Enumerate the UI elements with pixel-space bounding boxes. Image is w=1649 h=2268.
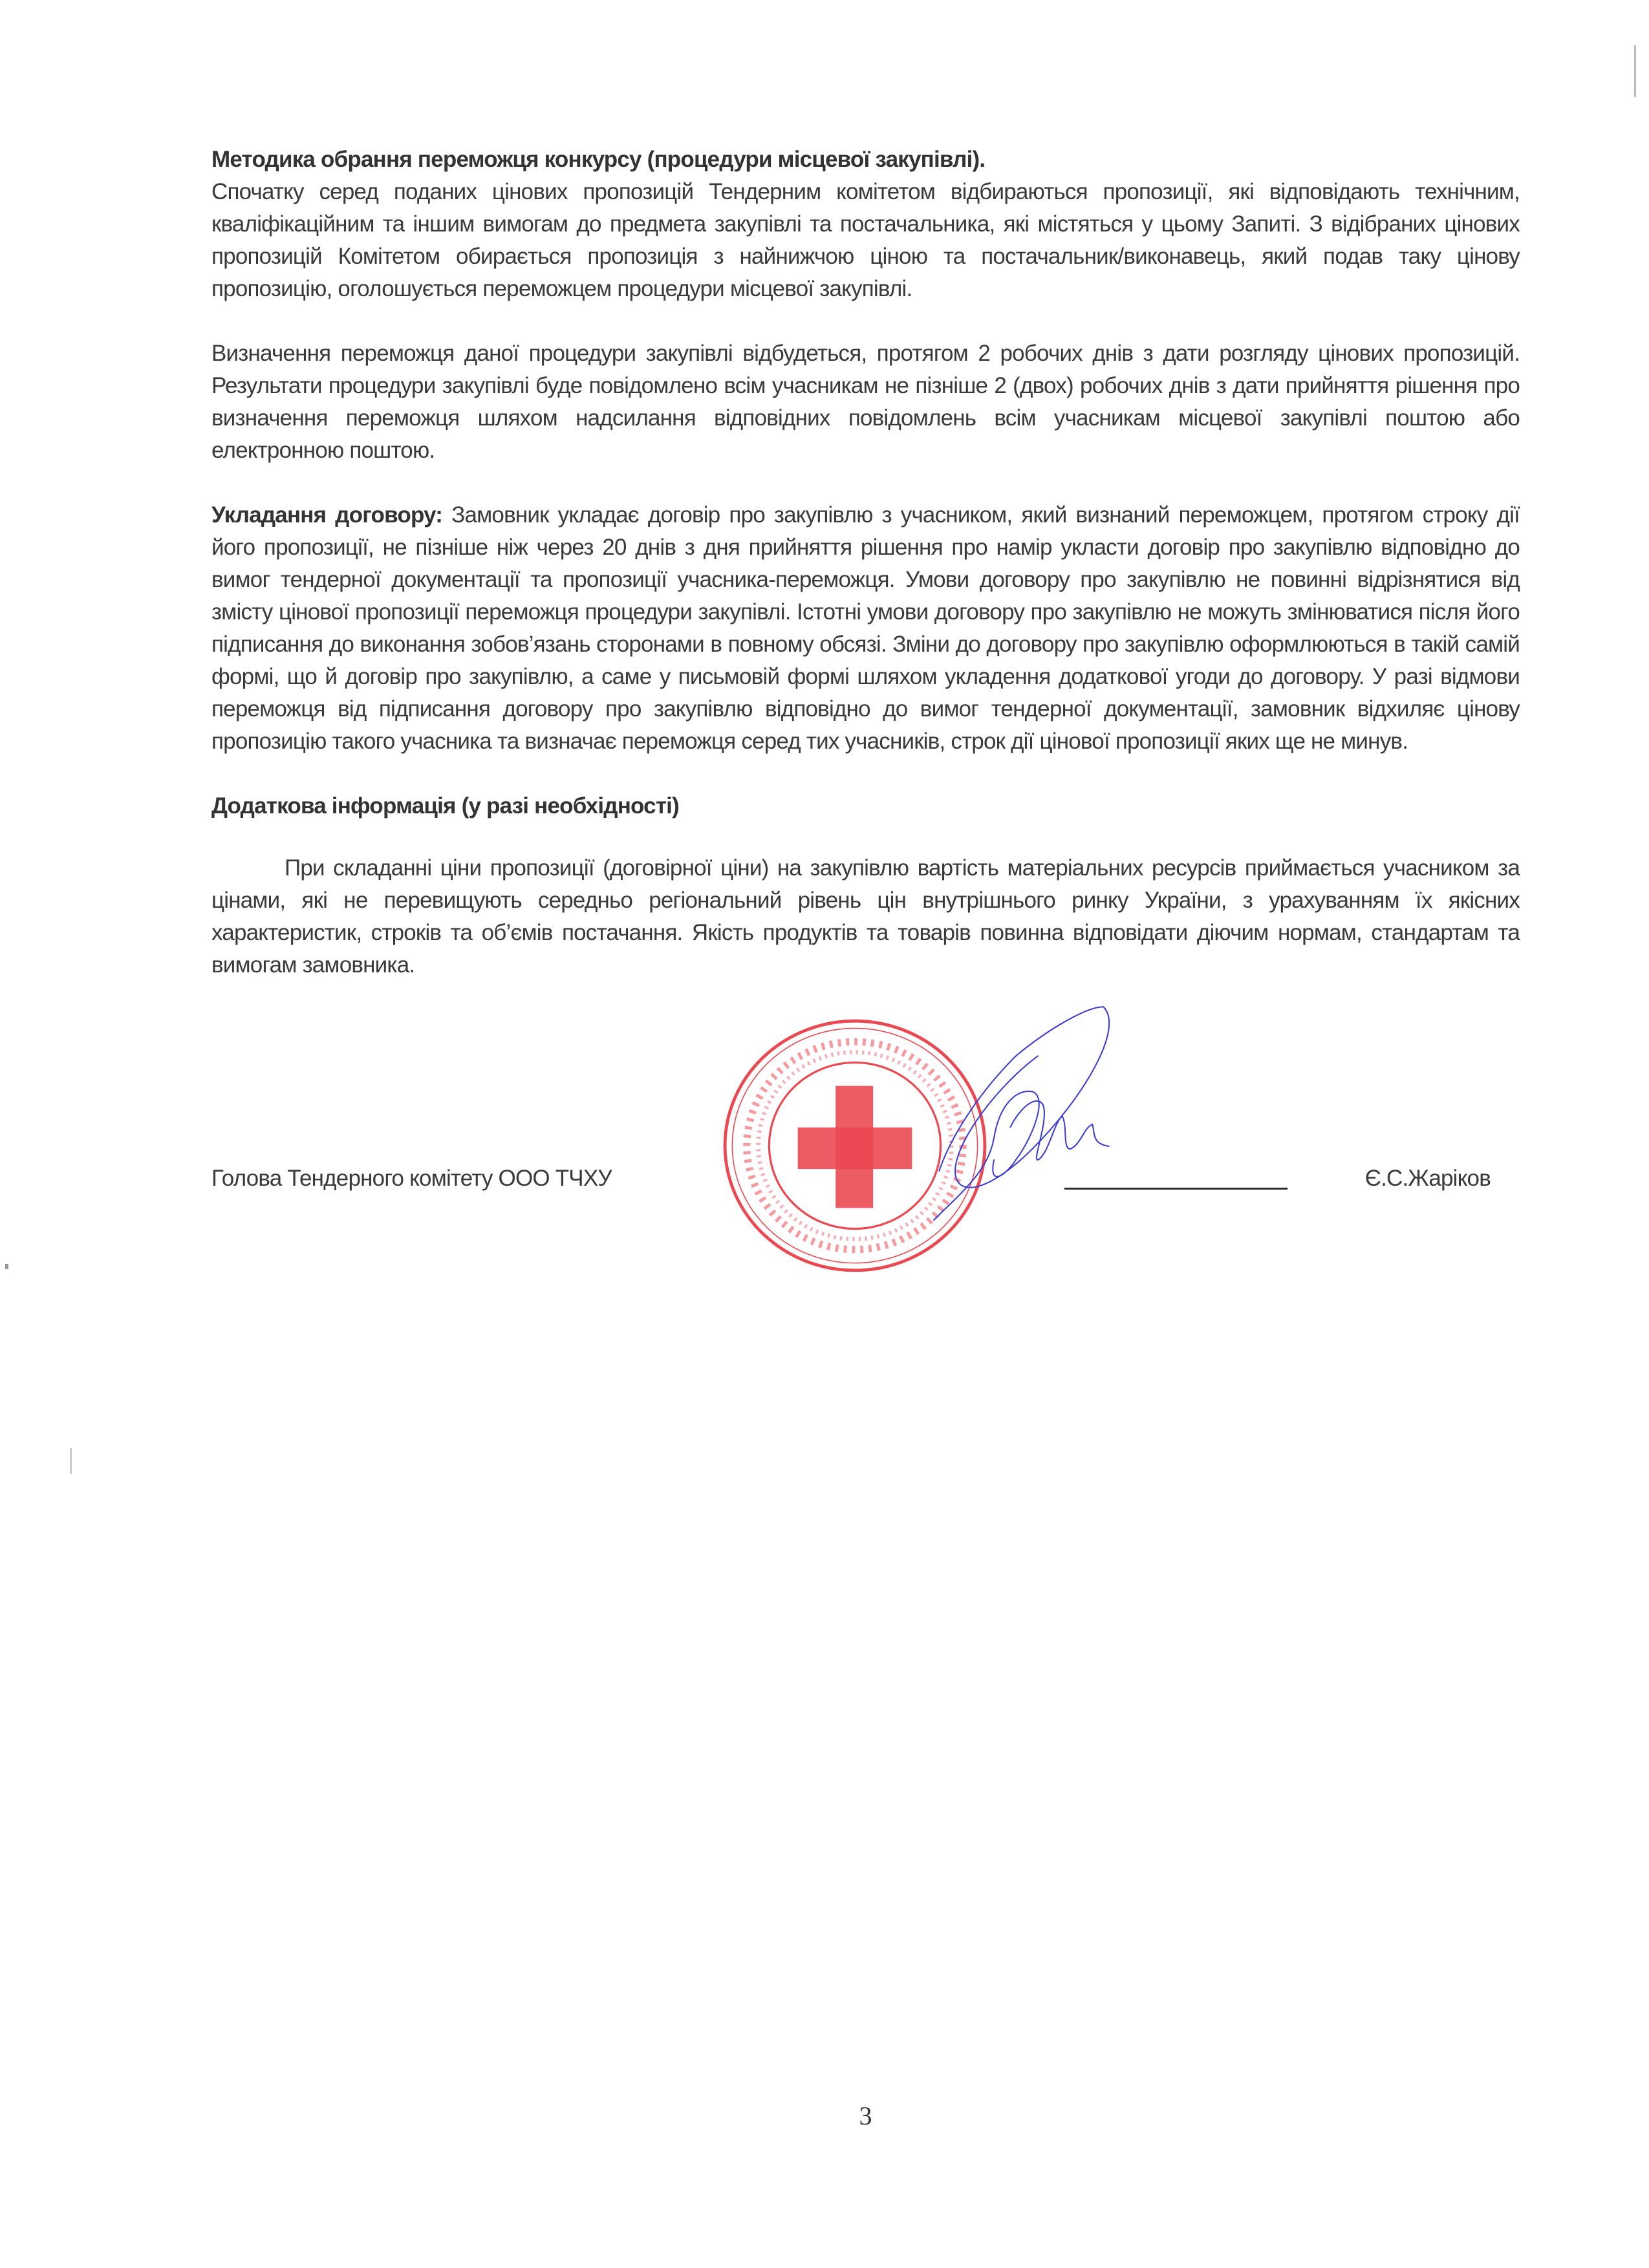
paragraph-contract — [211, 499, 1520, 758]
scan-mark — [1634, 45, 1636, 97]
scan-mark — [70, 1448, 72, 1474]
scan-mark — [5, 1264, 8, 1269]
handwritten-signature — [852, 988, 1136, 1234]
signature-line — [1064, 1188, 1288, 1190]
signatory-role: Голова Тендерного комітету ООО ТЧХУ — [211, 1166, 612, 1191]
paragraph-winner-determination: Визначення переможця даної процедури закупівлі відбудеться, протягом 2 робочих днів з дати розгляду цінових пропозицій. Результати процедури закупівлі буде повідомлено всім учасникам не пізніше 2 (двох) робочих днів з дати прийняття рішення про визначення переможця шляхом надсилання відповідних повідомлень всім учасникам місцевої закупівлі поштою або електронною поштою. — [211, 341, 1520, 463]
section-heading-additional-info: Додаткова інформація (у разі необхідності) — [211, 793, 679, 818]
paragraph-winner-method: Спочатку серед поданих цінових пропозицій Тендерним комітетом відбираються пропозиції, які відповідають технічним, кваліфікаційним та іншим вимогам до предмета закупівлі та постачальника, які містяться у цьому Запиті. З відібраних цінових пропозицій Комітетом обирається пропозиція з найнижчою ціною та постачальник/виконавець, який подав таку цінову пропозицію, оголошується переможцем процедури місцевої закупівлі. — [211, 179, 1520, 301]
signature-block — [211, 1007, 1520, 1369]
signatory-name: Є.С.Жаріков — [1364, 1166, 1491, 1191]
contract-lead: Укладання договору: — [211, 502, 443, 528]
contract-text: Замовник укладає договір про закупівлю з учасником, який визнаний переможцем, протягом строку дії його пропозиції, не пізніше ніж через 20 днів з дня прийняття рішення про намір укласти договір про закупівлю відповідно до вимог тендерної документації та пропозиції учасника-переможця. Умови договору про закупівлю не повинні відрізнятися від змісту цінової пропозиції переможця процедури закупівлі. Істотні умови договору про закупівлю не можуть змінюватися після його підписання до виконання зобов’язань сторонами в повному обсязі. Зміни до договору про закупівлю оформлюються в такій самій формі, що й договір про закупівлю, а саме у письмовій формі шляхом укладення додаткової угоди до договору. У разі відмови переможця від підписання договору про закупівлю відповідно до вимог тендерної документації, замовник відхиляє цінову пропозицію такого учасника та визначає переможця серед тих учасників, строк дії цінової пропозиції яких ще не минув. — [211, 502, 1520, 754]
page-spacer — [211, 1369, 1520, 2100]
paragraph-additional-info: При складанні ціни пропозиції (договірної ціни) на закупівлю вартість матеріальних ресурсів приймається учасником за цінами, які не перевищують середньо регіональний рівень цін внутрішнього ринку України, з урахуванням їх якісних характеристик, строків та об’ємів постачання. Якість продуктів та товарів повинна відповідати діючим нормам, стандартам та вимогам замовника. — [211, 855, 1520, 978]
section-heading-winner-method: Методика обрання переможця конкурсу (процедури місцевої закупівлі). — [211, 147, 986, 172]
signature-row — [211, 1162, 1520, 1195]
page-number: 3 — [859, 2101, 872, 2130]
